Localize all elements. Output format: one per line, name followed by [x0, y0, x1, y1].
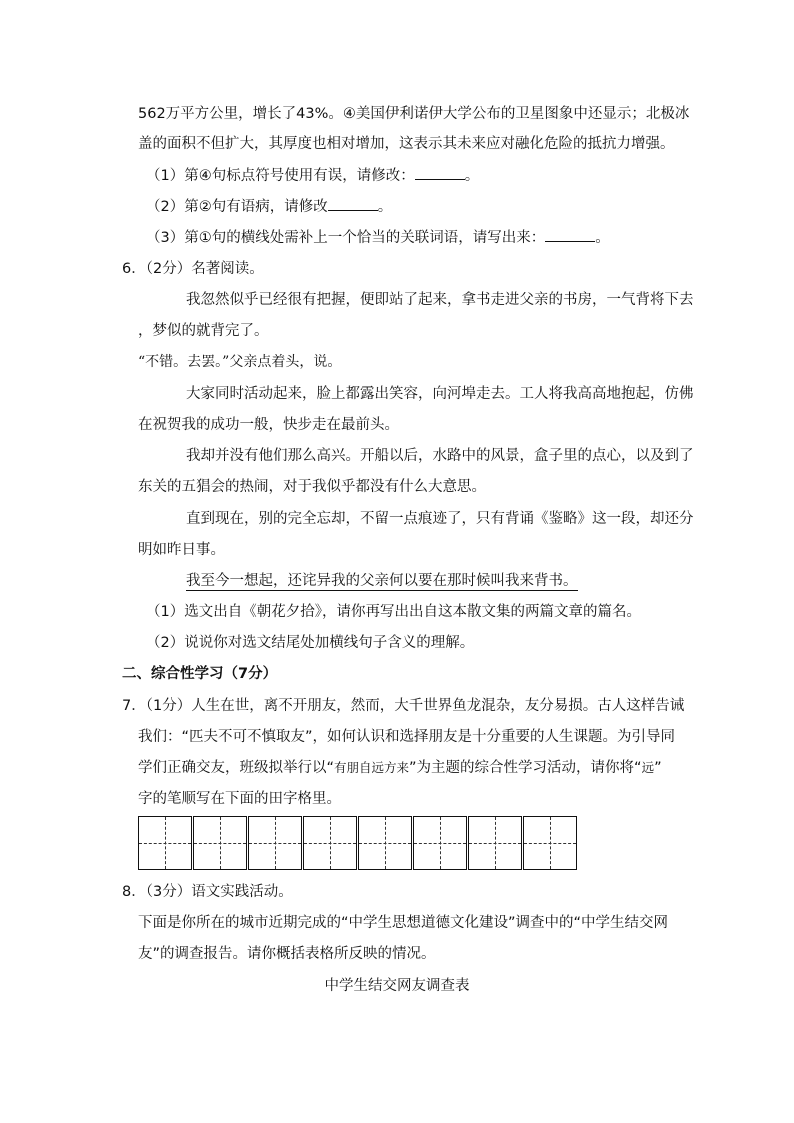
q5-sub2-answer-blank[interactable] — [328, 196, 378, 211]
q5-text-line-1: 562万平方公里，增长了43%。④美国伊利诺伊大学公布的卫星图象中还显示；北极冰 — [138, 106, 690, 122]
q8-header: 8．（3分）语文实践活动。 — [122, 884, 293, 900]
q5-sub3-end: 。 — [595, 230, 610, 246]
q7-theme-text: 有朋自远方来 — [334, 760, 410, 775]
q7-line-2: 我们：“匹夫不可不慎取友”，如何认识和选择朋友是十分重要的人生课题。为引导同 — [138, 729, 676, 745]
q5-sub2-end: 。 — [377, 199, 393, 215]
tianzige-cell[interactable] — [248, 816, 302, 870]
q6-passage-p1-line-2: ，梦似的就背完了。 — [138, 323, 269, 339]
tianzige-cell[interactable] — [468, 816, 522, 870]
tianzige-cell[interactable] — [413, 816, 467, 870]
q7-line-3-part-a: 学们正确交友，班级拟举行以“ — [138, 760, 335, 776]
tianzige-grid — [138, 816, 577, 870]
q5-sub-question-1 — [146, 165, 479, 186]
section-2-title: 二、综合性学习（7分） — [122, 666, 278, 682]
q6-sub-question-1: （1）选文出自《朝花夕拾》，请你再写出出自这本散文集的两篇文章的篇名。 — [146, 604, 641, 620]
q5-sub3-answer-blank[interactable] — [545, 227, 595, 242]
q5-sub-question-2 — [146, 196, 392, 217]
q6-sub-question-2: （2）说说你对选文结尾处加横线句子含义的理解。 — [146, 635, 475, 651]
q8-line-2: 友”的调查报告。请你概括表格所反映的情况。 — [138, 946, 436, 962]
q6-passage-p5-line-1: 直到现在，别的完全忘却，不留一点痕迹了，只有背诵《鉴略》这一段，却还分 — [186, 511, 694, 527]
q5-sub2-text: （2）第②句有语病，请修改 — [146, 199, 328, 215]
q5-sub1-answer-blank[interactable] — [415, 165, 465, 180]
tianzige-cell[interactable] — [303, 816, 357, 870]
q6-passage-underlined-sentence — [186, 571, 578, 591]
tianzige-cell[interactable] — [523, 816, 577, 870]
q5-text-line-2: 盖的面积不但扩大，其厚度也相对增加，这表示其未来应对融化危险的抵抗力增强。 — [138, 136, 675, 152]
q5-sub3-text: （3）第①句的横线处需补上一个恰当的关联词语，请写出来： — [146, 230, 546, 246]
q7-line-1: 7．（1分）人生在世，离不开朋友，然而，大千世界鱼龙混杂，友分易损。古人这样告诫 — [122, 698, 685, 714]
q6-passage-p2: “不错。去罢。”父亲点着头，说。 — [138, 354, 342, 370]
q6-passage-p4-line-2: 东关的五猖会的热闹，对于我似乎都没有什么大意思。 — [138, 479, 486, 495]
q6-passage-p4-line-1: 我却并没有他们那么高兴。开船以后，水路中的风景，盒子里的点心，以及到了 — [186, 448, 694, 464]
q5-sub1-end: 。 — [464, 168, 480, 184]
q7-line-3-part-c: ”为主题的综合性学习活动，请你将“ — [409, 760, 642, 776]
q6-header: 6．（2分）名著阅读。 — [122, 261, 264, 277]
q6-underlined-text: 我至今一想起，还诧异我的父亲何以要在那时候叫我来背书。 — [186, 573, 578, 589]
q5-sub-question-3 — [146, 227, 610, 248]
tianzige-cell[interactable] — [138, 816, 192, 870]
q5-sub1-text: （1）第④句标点符号使用有误，请修改： — [146, 168, 415, 184]
q6-passage-p1-line-1: 我忽然似乎已经很有把握，便即站了起来，拿书走进父亲的书房，一气背将下去 — [186, 292, 694, 308]
tianzige-cell[interactable] — [193, 816, 247, 870]
tianzige-cell[interactable] — [358, 816, 412, 870]
q7-line-3-part-e: ” — [654, 760, 662, 776]
q7-target-character: 远 — [641, 760, 655, 775]
q6-passage-p3-line-1: 大家同时活动起来，脸上都露出笑容，向河埠走去。工人将我高高地抱起，仿佛 — [186, 386, 694, 402]
q8-line-1: 下面是你所在的城市近期完成的“中学生思想道德文化建设”调查中的“中学生结交网 — [138, 915, 669, 931]
q7-line-4: 字的笔顺写在下面的田字格里。 — [138, 791, 341, 807]
q6-passage-p3-line-2: 在祝贺我的成功一般，快步走在最前头。 — [138, 417, 399, 433]
q7-line-3 — [138, 758, 662, 778]
q8-table-title: 中学生结交网友调查表 — [324, 978, 470, 994]
q6-passage-p5-line-2: 明如昨日事。 — [138, 542, 225, 558]
